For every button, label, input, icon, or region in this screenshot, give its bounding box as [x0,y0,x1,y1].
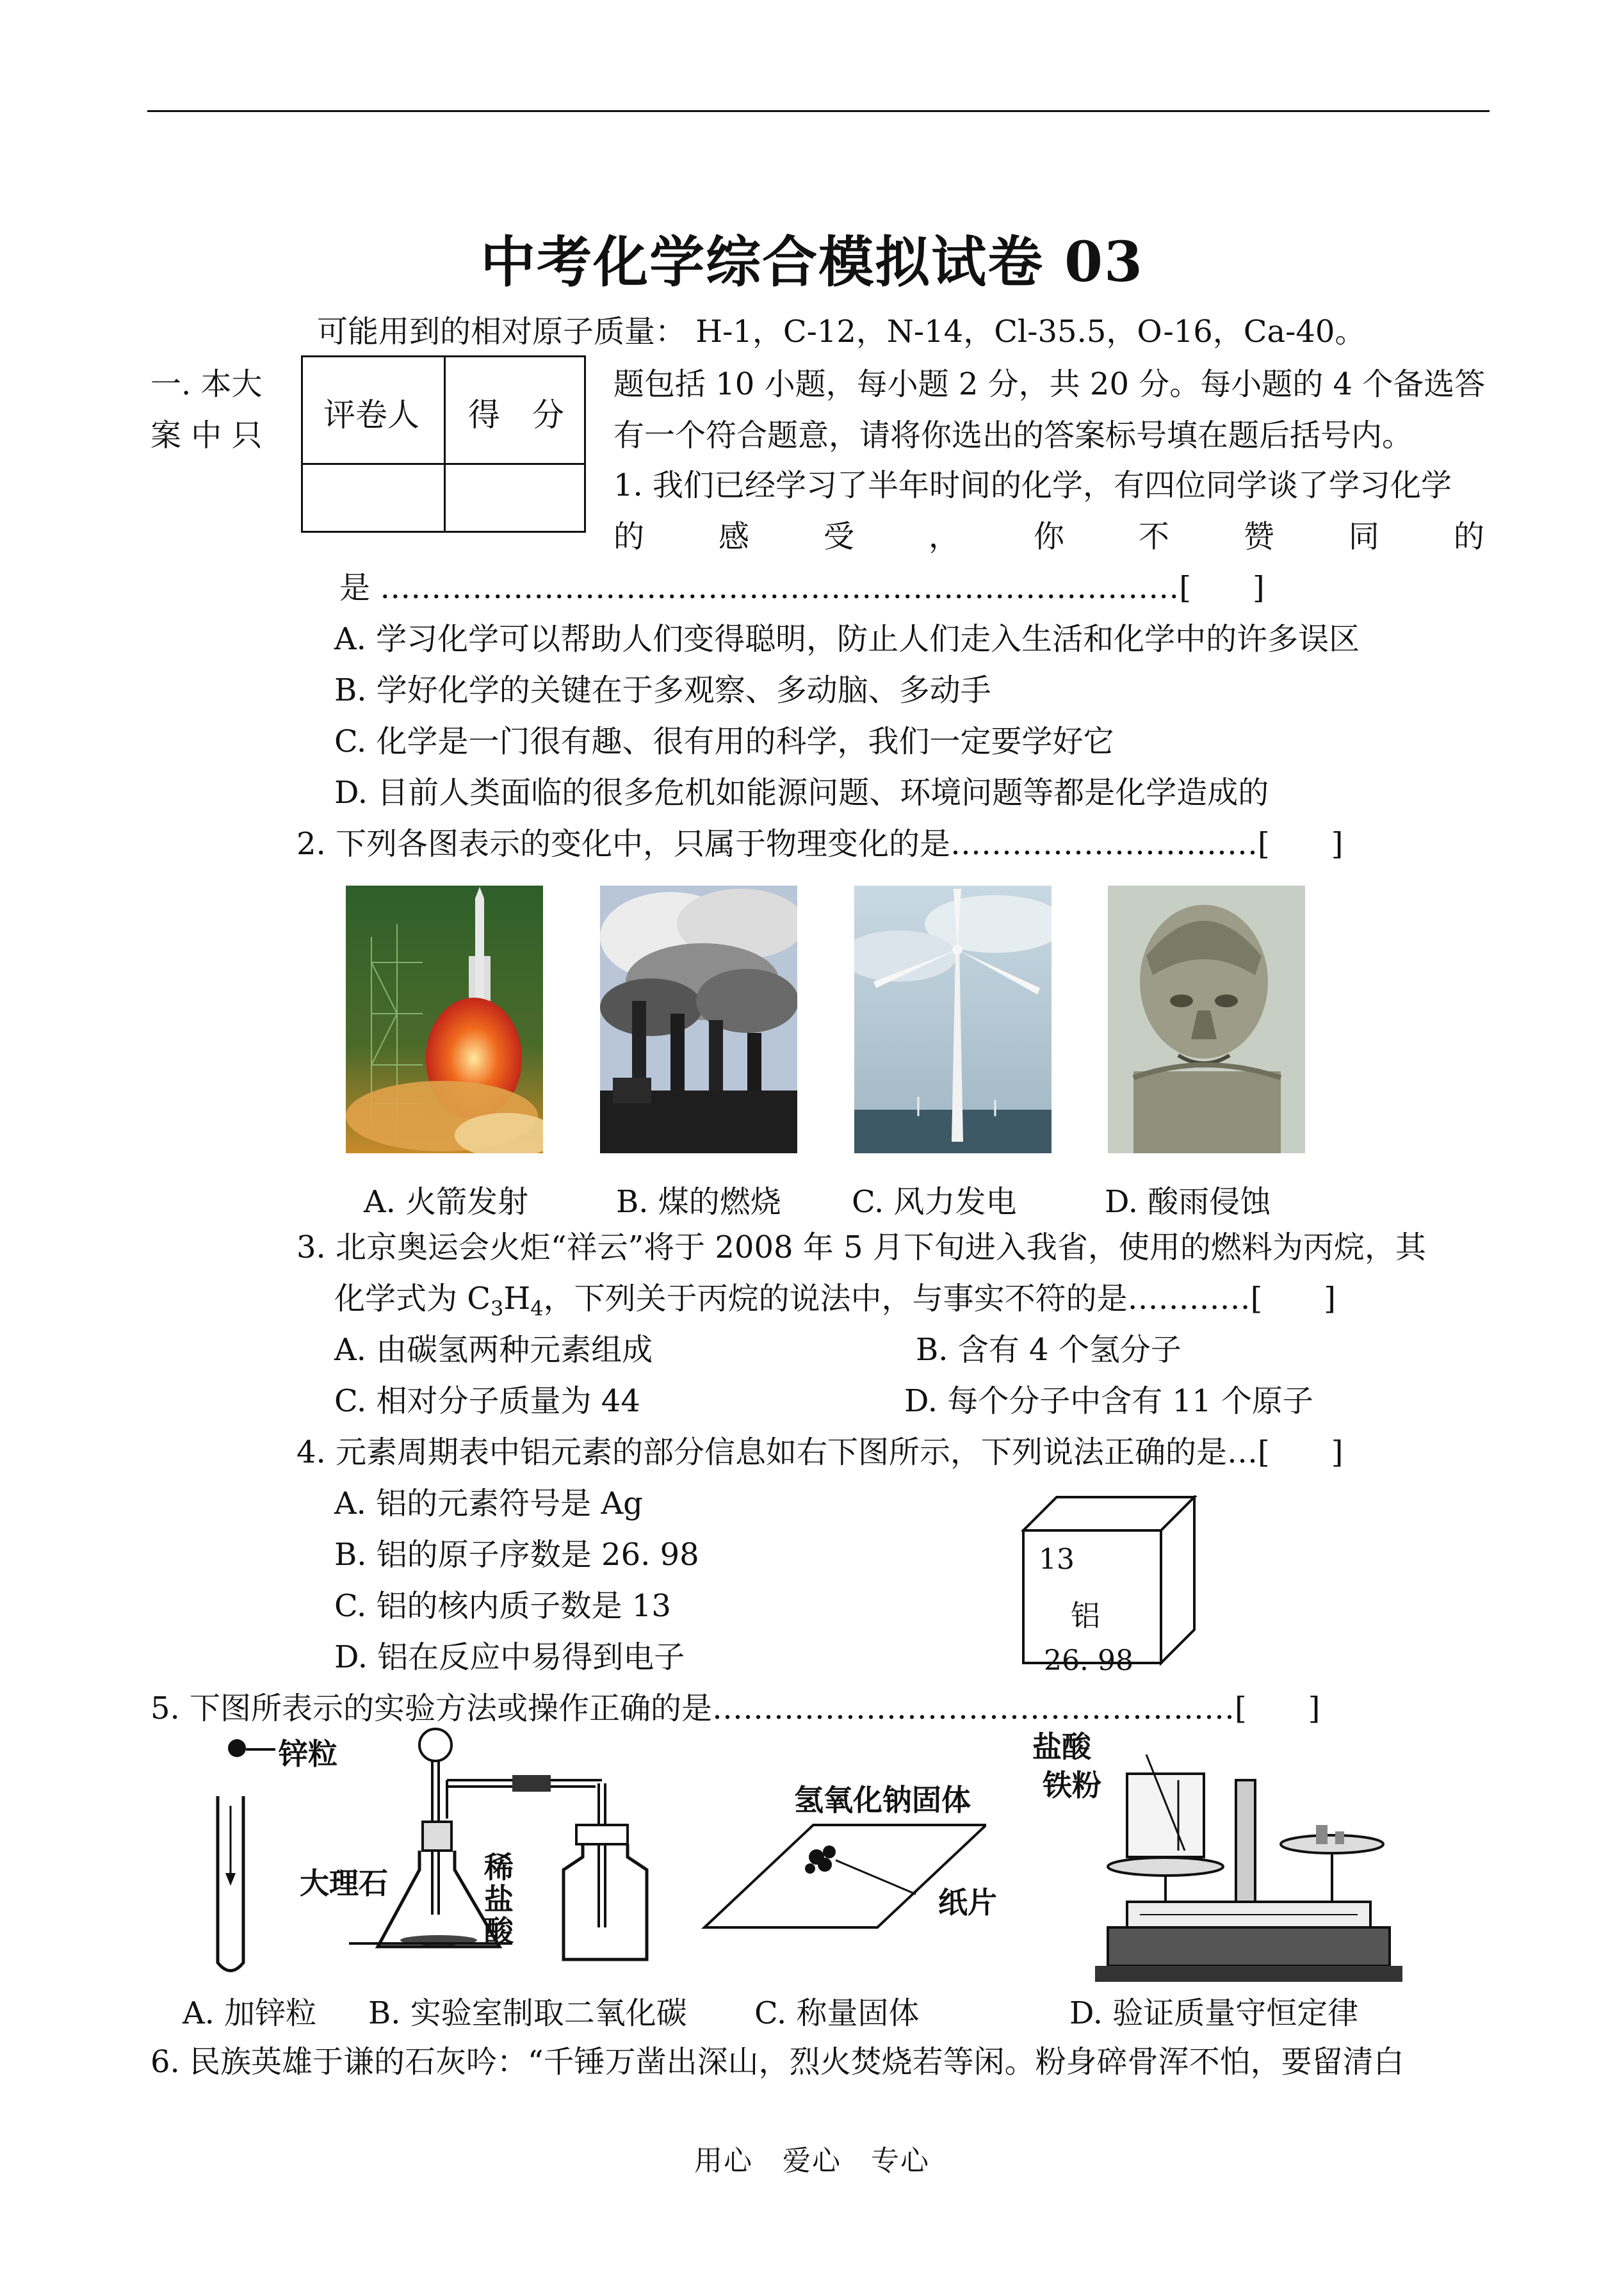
q2-caption-a: A. 火箭发射 [364,1184,529,1220]
label-hcl: 盐酸 [1032,1730,1091,1764]
label-acid-1: 稀 [484,1850,514,1885]
q1-char: 不 [1138,519,1169,555]
q3-option-d: D. 每个分子中含有 11 个原子 [904,1383,1313,1419]
section1-right-1: 题包括 10 小题，每小题 2 分，共 20 分。每小题的 4 个备选答 [613,366,1486,402]
q5-caption-c: C. 称量固体 [754,1995,920,2031]
coal-burning-image [600,886,797,1153]
q1-char: 受 [823,519,854,555]
score-table [301,355,586,533]
acid-rain-erosion-image [1108,886,1305,1153]
q1-char: ， [928,519,959,555]
q1-char: 赞 [1243,519,1274,555]
q6-line1: 6. 民族英雄于谦的石灰吟：“千锤万凿出深山，烈火焚烧若等闲。粉身碎骨浑不怕，要留清白 [150,2044,1404,2080]
wind-power-image [854,886,1052,1153]
q2-caption-d: D. 酸雨侵蚀 [1105,1184,1271,1220]
q3-line2: 化学式为 $C_3H_4$，下列关于丙烷的说法中，与事实不符的是…………[ ] [334,1281,1336,1321]
q5-caption-a: A. 加锌粒 [183,1995,317,2031]
q1-char: 的 [1453,519,1484,555]
q3-option-c: C. 相对分子质量为 44 [334,1383,640,1419]
q1-char: 感 [718,519,749,555]
section1-right-2: 有一个符合题意，请将你选出的答案标号填在题后括号内。 [613,418,1413,453]
q1-char: 同 [1348,519,1379,555]
atomic-masses: 可能用到的相对原子质量： H-1，C-12，N-14，Cl-35.5，O-16，Ca-40。 [317,314,1366,350]
label-iron: 铁粉 [1043,1768,1101,1803]
label-paper: 纸片 [938,1885,997,1920]
q1-option-d: D. 目前人类面临的很多危机如能源问题、环境问题等都是化学造成的 [334,775,1269,811]
q1-line1: 1. 我们已经学习了半年时间的化学，有四位同学谈了学习化学 [613,467,1452,503]
q2-stem: 2. 下列各图表示的变化中，只属于物理变化的是…………………………[ ] [296,826,1344,862]
q5-caption-b: B. 实验室制取二氧化碳 [368,1995,687,2031]
q1-option-b: B. 学好化学的关键在于多观察、多动脑、多动手 [334,672,991,708]
q1-line2 [613,517,1484,556]
q1-option-c: C. 化学是一门很有趣、很有用的科学，我们一定要学好它 [334,724,1114,759]
q4-stem: 4. 元素周期表中铝元素的部分信息如右下图所示，下列说法正确的是…[ ] [296,1434,1344,1470]
element-number: 13 [1039,1543,1075,1576]
q3-line1: 3. 北京奥运会火炬“祥云”将于 2008 年 5 月下旬进入我省，使用的燃料为丙烷，其 [296,1229,1426,1265]
label-acid-2: 盐 [484,1882,514,1917]
q2-caption-c: C. 风力发电 [852,1184,1017,1220]
q1-option-a: A. 学习化学可以帮助人们变得聪明，防止人们走入生活和化学中的许多误区 [334,621,1360,657]
q1-char: 的 [613,519,645,555]
q3-option-a: A. 由碳氢两种元素组成 [334,1332,653,1368]
q5-caption-d: D. 验证质量守恒定律 [1069,1995,1359,2031]
label-zinc: 锌粒 [279,1737,337,1771]
element-mass: 26. 98 [1044,1644,1133,1677]
q4-option-d: D. 铝在反应中易得到电子 [334,1639,685,1675]
reviewer-header: 评卷人 [323,396,419,434]
page-title: 中考化学综合模拟试卷 03 [480,230,1144,295]
q4-option-c: C. 铝的核内质子数是 13 [334,1588,671,1624]
label-marble: 大理石 [300,1866,388,1901]
score-header: 得 分 [468,396,564,434]
q2-caption-b: B. 煤的燃烧 [616,1184,781,1220]
q1-line3: 是 ……………………………………………………………………[ ] [339,570,1265,606]
q4-option-a: A. 铝的元素符号是 Ag [334,1486,643,1521]
balance-figure [1089,1729,1422,1985]
label-acid-3: 酸 [484,1914,514,1949]
label-naoh: 氢氧化钠固体 [794,1783,971,1817]
q5-stem: 5. 下图所表示的实验方法或操作正确的是……………………………………………[ ] [150,1691,1320,1726]
q1-char: 你 [1033,519,1064,555]
rocket-launch-image [346,886,543,1153]
section1-left-2: 案 中 只 [150,418,263,453]
section1-left-1: 一. 本大 [150,366,263,402]
q3-option-b: B. 含有 4 个氢分子 [916,1332,1181,1368]
q4-option-b: B. 铝的原子序数是 26. 98 [334,1537,699,1573]
element-name: 铝 [1071,1598,1100,1633]
page-footer: 用心 爱心 专心 [694,2145,930,2177]
header-rule [147,110,1490,112]
